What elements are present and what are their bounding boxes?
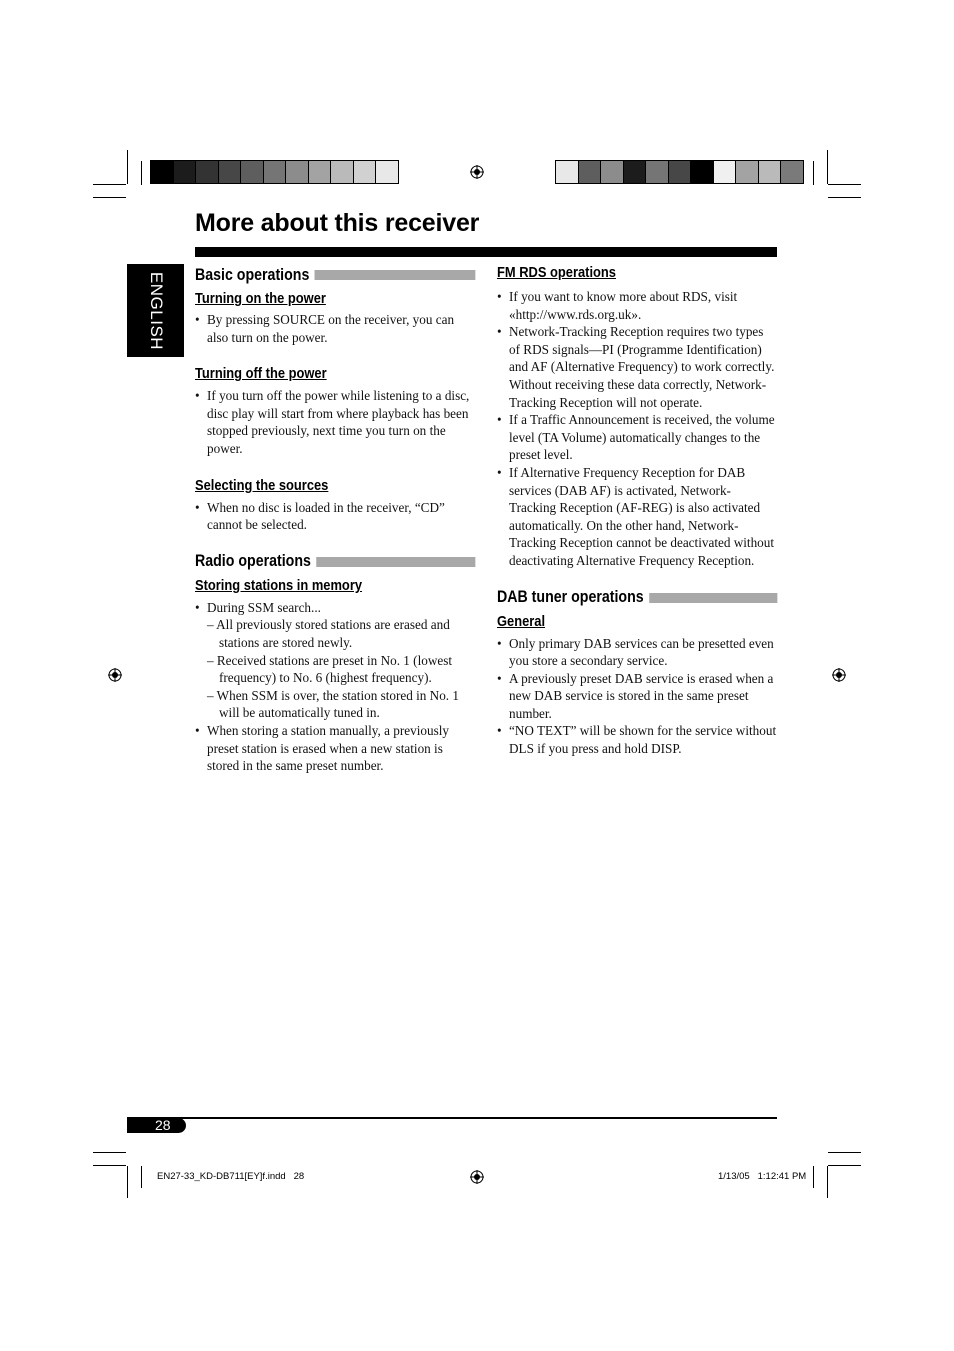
color-swatch — [376, 161, 398, 183]
color-swatch — [174, 161, 197, 183]
heading-rule — [316, 557, 475, 567]
section-heading-basic: Basic operations — [195, 264, 475, 286]
registration-mark-icon — [470, 165, 484, 179]
list-power-off — [195, 387, 475, 457]
color-swatch — [646, 161, 669, 183]
heading-rule — [649, 593, 778, 603]
list-item: • If you turn off the power while listening to a disc, disc play will start from where playback has been stopped previously, next time you turn on the power. — [195, 387, 475, 457]
color-swatch — [354, 161, 377, 183]
subheading-power-on: Turning on the power — [195, 290, 326, 307]
list-item: • When storing a station manually, a previously preset station is erased when a new station is stored in the same preset number. — [195, 722, 475, 775]
heading-rule — [315, 270, 476, 280]
language-tab — [127, 264, 184, 357]
list-item: • By pressing SOURCE on the receiver, you can also turn on the power. — [195, 311, 475, 346]
footer-rule — [127, 1117, 777, 1119]
crop-mark — [828, 1152, 861, 1153]
list-item: • If you want to know more about RDS, visit «http://www.rds.org.uk». — [497, 288, 777, 323]
page-title: More about this receiver — [195, 209, 480, 237]
color-swatch — [309, 161, 332, 183]
color-swatch — [219, 161, 242, 183]
color-swatch — [601, 161, 624, 183]
title-rule — [195, 247, 777, 257]
subheading-sources: Selecting the sources — [195, 476, 329, 494]
color-swatch — [759, 161, 782, 183]
subheading-power-off: Turning off the power — [195, 365, 327, 383]
list-item: • If a Traffic Announcement is received, the volume level (TA Volume) automatically changes to the preset level. — [497, 411, 777, 464]
color-swatch — [556, 161, 579, 183]
registration-mark-icon — [832, 668, 846, 682]
crop-mark — [93, 1165, 126, 1166]
color-swatch — [781, 161, 803, 183]
subheading-general: General — [497, 612, 546, 630]
section-heading-radio: Radio operations — [195, 551, 475, 573]
color-bar-left — [150, 160, 399, 184]
crop-mark — [93, 1152, 126, 1153]
crop-mark — [827, 150, 828, 184]
color-bar-right — [555, 160, 804, 184]
registration-mark-icon — [108, 668, 122, 682]
crop-mark — [827, 1166, 828, 1198]
crop-mark — [127, 150, 128, 184]
crop-mark — [828, 197, 861, 198]
page-number: 28 — [155, 1117, 171, 1133]
sub-list-item: – When SSM is over, the station stored in No. 1 will be automatically tuned in. — [207, 687, 459, 721]
sub-list — [207, 616, 475, 722]
list-general — [497, 635, 777, 758]
color-swatch — [736, 161, 759, 183]
file-slug: EN27-33_KD-DB711[EY]f.indd 28 — [157, 1171, 305, 1182]
color-swatch — [151, 161, 174, 183]
list-item: • When no disc is loaded in the receiver, “CD” cannot be selected. — [195, 499, 475, 534]
crop-mark — [141, 1166, 142, 1188]
list-item: • A previously preset DAB service is erased when a new DAB service is stored in the same preset number. — [497, 670, 777, 723]
color-swatch — [286, 161, 309, 183]
list-item: • During SSM search... – All previously stored stations are erased and stations are stored newly. – Received stations are preset in No. 1 (lowest frequency) to No. 6 (highest frequency). – When SSM is over, the station stored in No. 1 will be automatically tuned in. — [195, 599, 475, 722]
page-number-badge — [127, 1118, 186, 1133]
list-sources — [195, 499, 475, 534]
sub-list-item: – All previously stored stations are erased and stations are stored newly. — [207, 617, 450, 650]
color-swatch — [714, 161, 737, 183]
crop-mark — [828, 184, 861, 185]
color-swatch — [196, 161, 219, 183]
list-fm-rds — [497, 288, 777, 570]
color-swatch — [669, 161, 692, 183]
color-swatch — [264, 161, 287, 183]
subheading-fm-rds: FM RDS operations — [497, 264, 616, 281]
right-column — [497, 263, 777, 758]
registration-mark-icon — [470, 1170, 484, 1184]
color-swatch — [691, 161, 714, 183]
crop-mark — [93, 197, 126, 198]
color-swatch — [331, 161, 354, 183]
list-item: • Network-Tracking Reception requires two types of RDS signals—PI (Programme Identification) and AF (Alternative Frequency) to work correctly. Without receiving these data correctly, Network-Tracking Reception will not operate. — [497, 323, 777, 411]
crop-mark — [828, 1165, 861, 1166]
crop-mark — [93, 184, 126, 185]
color-swatch — [624, 161, 647, 183]
crop-mark — [813, 161, 814, 185]
list-power-on — [195, 311, 475, 346]
date-slug: 1/13/05 1:12:41 PM — [718, 1171, 807, 1182]
list-storing — [195, 599, 475, 775]
left-column — [195, 264, 475, 775]
crop-mark — [127, 1166, 128, 1198]
list-item: • If Alternative Frequency Reception for DAB services (DAB AF) is activated, Network-Tracking Reception (AF-REG) is also activated automatically. On the other hand, Network-Tracking Reception cannot be deactivated without deactivating Alternative Frequency Reception. — [497, 464, 777, 570]
color-swatch — [579, 161, 602, 183]
crop-mark — [813, 1166, 814, 1188]
list-item: • “NO TEXT” will be shown for the service without DLS if you press and hold DISP. — [497, 722, 777, 757]
color-swatch — [241, 161, 264, 183]
crop-mark — [141, 161, 142, 185]
section-heading-dab: DAB tuner operations — [497, 587, 777, 609]
language-label: ENGLISH — [146, 271, 166, 350]
list-item: • Only primary DAB services can be presetted even you store a secondary service. — [497, 635, 777, 670]
sub-list-item: – Received stations are preset in No. 1 (lowest frequency) to No. 6 (highest frequency). — [207, 652, 452, 686]
subheading-storing: Storing stations in memory — [195, 576, 363, 594]
